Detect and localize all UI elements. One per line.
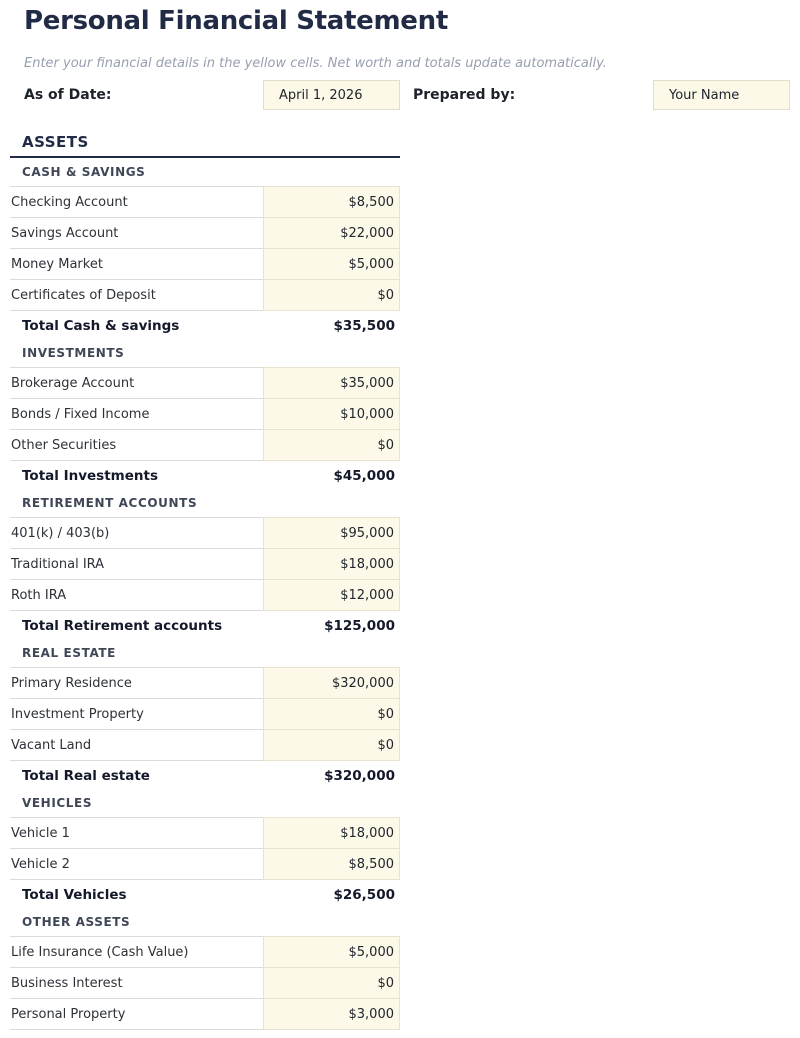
section-subheader: CASH & SAVINGS	[22, 165, 146, 179]
asset-row	[10, 967, 400, 998]
asset-row	[10, 186, 400, 217]
asset-value-cell[interactable]: $8,500	[263, 848, 400, 880]
asset-row-label: Other Securities	[10, 429, 263, 461]
group-total-row	[10, 461, 400, 491]
group-total-label: Total Retirement accounts	[22, 618, 223, 634]
group-total-value: $45,000	[333, 468, 395, 484]
group-total-value: $26,500	[333, 887, 395, 903]
section-subheader: RETIREMENT ACCOUNTS	[22, 496, 198, 510]
asset-row	[10, 548, 400, 579]
asset-row	[10, 729, 400, 761]
assets-section-header	[10, 134, 400, 158]
group-total-value: $125,000	[324, 618, 395, 634]
instructions-text: Enter your financial details in the yellow cells. Net worth and totals update automatically.	[24, 56, 607, 71]
asset-row	[10, 848, 400, 880]
group-total-row	[10, 880, 400, 910]
asset-row-label: Vehicle 2	[10, 848, 263, 880]
meta-row	[24, 80, 800, 110]
as-of-date-input[interactable]	[263, 80, 400, 110]
asset-row-label: Roth IRA	[10, 579, 263, 611]
asset-group-table	[10, 517, 400, 611]
group-total-label: Total Real estate	[22, 768, 150, 784]
asset-row	[10, 517, 400, 548]
asset-row-label: Bonds / Fixed Income	[10, 398, 263, 429]
asset-row-label: Traditional IRA	[10, 548, 263, 579]
group-total-value: $320,000	[324, 768, 395, 784]
asset-value-cell[interactable]: $10,000	[263, 398, 400, 429]
asset-row-label: Vacant Land	[10, 729, 263, 761]
assets-groups	[10, 166, 800, 1030]
asset-group-table	[10, 817, 400, 880]
group-total-value: $35,500	[333, 318, 395, 334]
asset-value-cell[interactable]: $0	[263, 698, 400, 729]
asset-value-cell[interactable]: $0	[263, 967, 400, 998]
asset-row-label: Money Market	[10, 248, 263, 279]
asset-row-label: Primary Residence	[10, 667, 263, 698]
asset-value-cell[interactable]: $35,000	[263, 367, 400, 398]
asset-row	[10, 998, 400, 1030]
asset-group-table	[10, 186, 400, 311]
group-total-row	[10, 761, 400, 791]
asset-row-label: Checking Account	[10, 186, 263, 217]
prepared-by-label: Prepared by:	[413, 87, 516, 103]
asset-row	[10, 217, 400, 248]
assets-heading: ASSETS	[22, 133, 89, 151]
asset-row	[10, 367, 400, 398]
asset-group-table	[10, 667, 400, 761]
asset-value-cell[interactable]: $8,500	[263, 186, 400, 217]
prepared-by-input[interactable]	[653, 80, 790, 110]
asset-row-label: Personal Property	[10, 998, 263, 1030]
asset-row-label: Life Insurance (Cash Value)	[10, 936, 263, 967]
asset-value-cell[interactable]: $95,000	[263, 517, 400, 548]
group-total-label: Total Cash & savings	[22, 318, 180, 334]
asset-row-label: Savings Account	[10, 217, 263, 248]
asset-row	[10, 667, 400, 698]
as-of-date-label: As of Date:	[24, 87, 112, 103]
asset-row	[10, 817, 400, 848]
asset-value-cell[interactable]: $5,000	[263, 936, 400, 967]
asset-group-table	[10, 936, 400, 1030]
asset-group-table	[10, 367, 400, 461]
group-total-label: Total Investments	[22, 468, 158, 484]
asset-row-label: Business Interest	[10, 967, 263, 998]
asset-value-cell[interactable]: $5,000	[263, 248, 400, 279]
section-subheader: VEHICLES	[22, 796, 93, 810]
asset-row-label: Brokerage Account	[10, 367, 263, 398]
asset-row	[10, 698, 400, 729]
asset-value-cell[interactable]: $22,000	[263, 217, 400, 248]
asset-value-cell[interactable]: $0	[263, 729, 400, 761]
asset-row-label: Certificates of Deposit	[10, 279, 263, 311]
asset-value-cell[interactable]: $0	[263, 429, 400, 461]
group-total-label: Total Vehicles	[22, 887, 127, 903]
section-subheader: REAL ESTATE	[22, 646, 116, 660]
section-subheader: INVESTMENTS	[22, 346, 125, 360]
page-title: Personal Financial Statement	[24, 6, 448, 36]
asset-row	[10, 936, 400, 967]
asset-row	[10, 279, 400, 311]
asset-value-cell[interactable]: $18,000	[263, 548, 400, 579]
asset-value-cell[interactable]: $320,000	[263, 667, 400, 698]
section-subheader: OTHER ASSETS	[22, 915, 131, 929]
asset-row	[10, 248, 400, 279]
group-total-row	[10, 611, 400, 641]
asset-value-cell[interactable]: $12,000	[263, 579, 400, 611]
asset-value-cell[interactable]: $0	[263, 279, 400, 311]
asset-row-label: Vehicle 1	[10, 817, 263, 848]
asset-row	[10, 429, 400, 461]
group-total-row	[10, 311, 400, 341]
asset-row	[10, 398, 400, 429]
asset-row-label: 401(k) / 403(b)	[10, 517, 263, 548]
asset-value-cell[interactable]: $3,000	[263, 998, 400, 1030]
asset-row	[10, 579, 400, 611]
asset-row-label: Investment Property	[10, 698, 263, 729]
asset-value-cell[interactable]: $18,000	[263, 817, 400, 848]
